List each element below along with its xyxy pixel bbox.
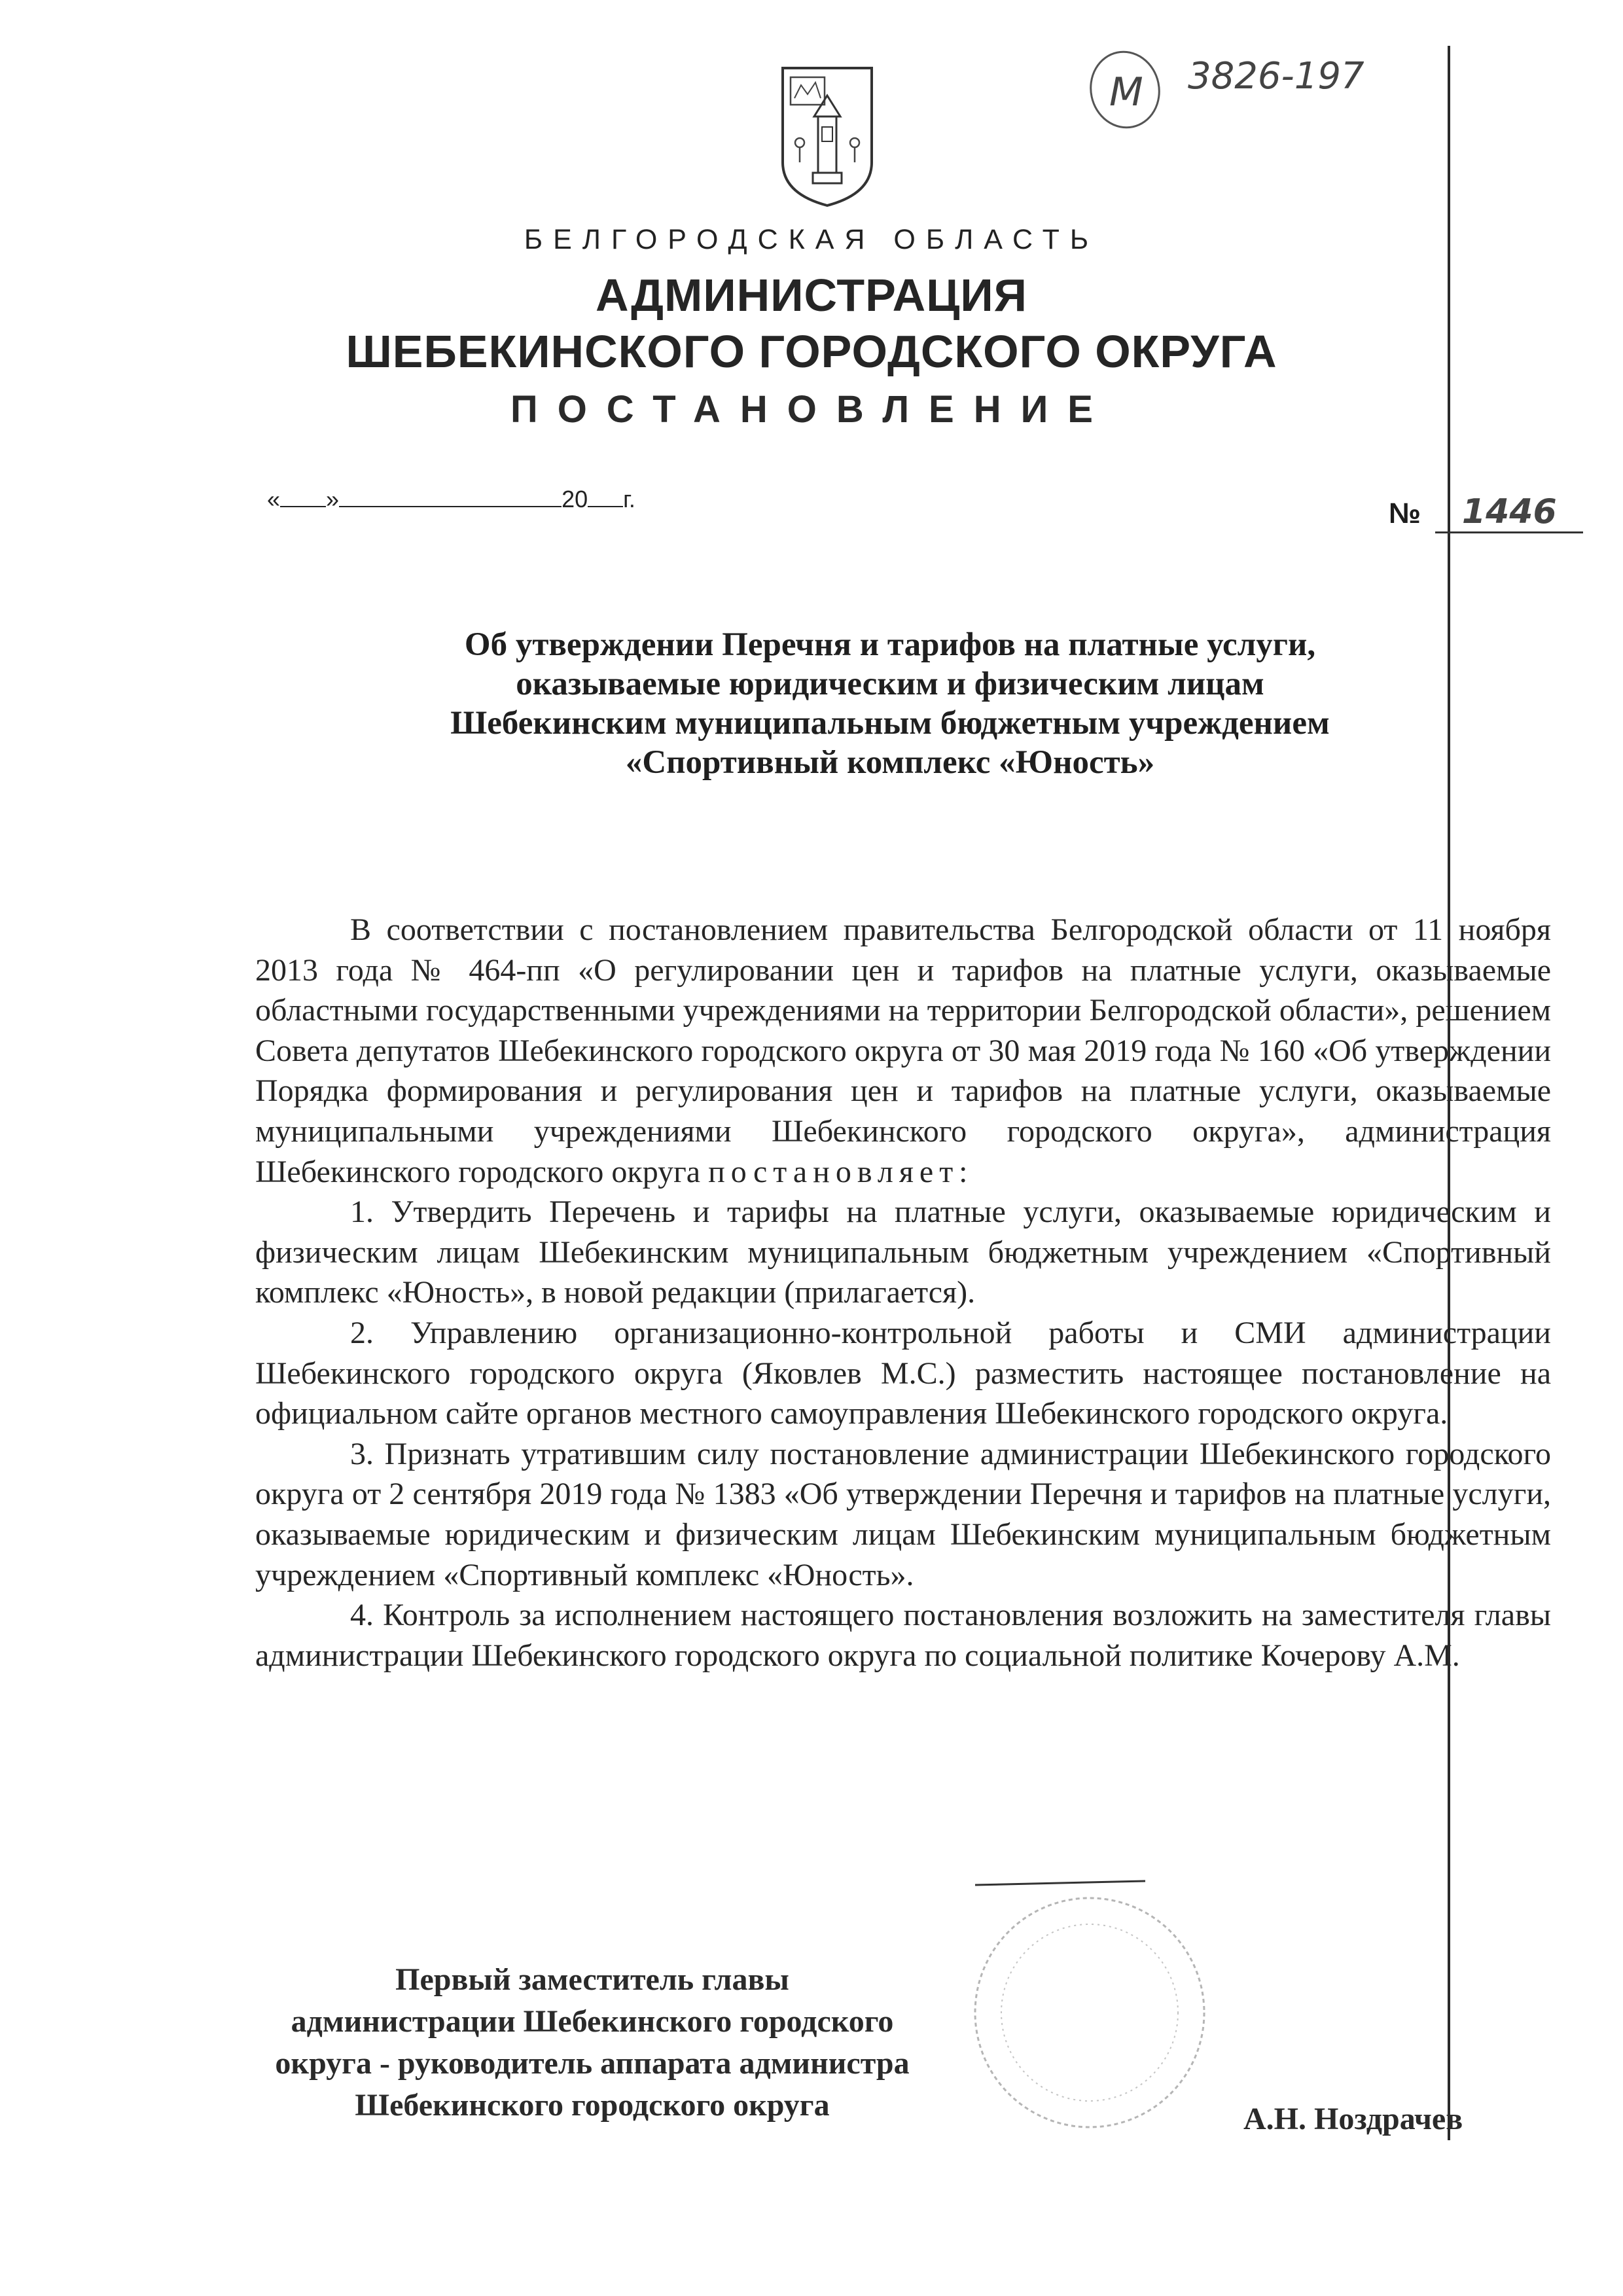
title-line-2: оказываемые юридическим и физическим лицам <box>516 666 1264 702</box>
coat-of-arms-emblem <box>777 64 877 209</box>
document-type-heading: ПОСТАНОВЛЕНИЕ <box>510 388 1113 431</box>
item-3: 3. Признать утратившим силу постановление администрации Шебекинского городского округа от 2 сентября 2019 года № 1383 «Об утверждении Перечня и тарифов на платные услуги, оказываемые юридическим и физическим лицам Шебекинским муниципальным бюджетным учреждением «Спортивный комплекс «Юность». <box>255 1436 1551 1592</box>
document-title <box>366 625 1414 782</box>
signer-name: А.Н. Ноздрачев <box>1243 2102 1463 2136</box>
month-blank <box>339 486 562 507</box>
item-4: 4. Контроль за исполнением настоящего постановления возложить на заместителя главы администрации Шебекинского городского округа по социальной политике Кочерову А.М. <box>255 1598 1551 1673</box>
decree-number-handwritten: 1446 <box>1435 492 1583 533</box>
admin-line-1: АДМИНИСТРАЦИЯ <box>596 270 1027 321</box>
administration-heading <box>0 267 1623 380</box>
date-close-quote: » <box>326 486 340 512</box>
intro-paragraph <box>255 910 1551 1192</box>
signer-title-2: администрации Шебекинского городского <box>291 2004 894 2039</box>
decree-number-field <box>1389 492 1583 533</box>
year-prefix: 20 <box>562 486 588 512</box>
resolves-word: постановляет: <box>708 1154 974 1189</box>
title-line-4: «Спортивный комплекс «Юность» <box>625 744 1155 781</box>
signer-title-1: Первый заместитель главы <box>395 1962 789 1997</box>
date-line <box>267 486 635 513</box>
intro-text: В соответствии с постановлением правительства Белгородской области от 11 ноября 2013 года № 464-пп «О регулировании цен и тарифов на платные услуги, оказываемые областными государственными учреждениями на территории Белгородской области», решением Совета депутатов Шебекинского городского округа от 30 мая 2019 года № 160 «Об утверждении Порядка формирования и регулирования цен и тарифов на платные услуги, оказываемые муниципальными учреждениями Шебекинского городского округа», администрация Шебекинского городского округа <box>255 912 1551 1189</box>
year-blank <box>588 486 623 507</box>
date-open-quote: « <box>267 486 281 512</box>
signer-title-4: Шебекинского городского округа <box>355 2088 830 2123</box>
item-1: 1. Утвердить Перечень и тарифы на платные услуги, оказываемые юридическим и физическим лицам Шебекинским муниципальным бюджетным учреждением «Спортивный комплекс «Юность», в новой редакции (прилагается). <box>255 1194 1551 1310</box>
year-suffix: г. <box>623 486 635 512</box>
admin-line-2: ШЕБЕКИНСКОГО ГОРОДСКОГО ОКРУГА <box>346 326 1277 377</box>
item-2: 2. Управлению организационно-контрольной работы и СМИ администрации Шебекинского городского округа (Яковлев М.С.) разместить настоящее постановление на официальном сайте органов местного самоуправления Шебекинского городского округа. <box>255 1315 1551 1431</box>
title-line-1: Об утверждении Перечня и тарифов на платные услуги, <box>464 626 1316 663</box>
official-seal-stamp <box>949 1872 1237 2147</box>
svg-text:М: М <box>1109 69 1143 115</box>
signature-block <box>216 1959 969 2126</box>
signer-title-3: округа - руководитель аппарата администра <box>275 2046 910 2081</box>
handwritten-registration-mark <box>1083 43 1371 141</box>
title-line-3: Шебекинским муниципальным бюджетным учреждением <box>450 705 1330 742</box>
region-heading: БЕЛГОРОДСКАЯ ОБЛАСТЬ <box>524 224 1099 255</box>
document-body <box>255 910 1551 1676</box>
day-blank <box>280 486 326 507</box>
reg-number-text: 3826-197 <box>1188 55 1364 98</box>
number-label: № <box>1389 497 1421 529</box>
